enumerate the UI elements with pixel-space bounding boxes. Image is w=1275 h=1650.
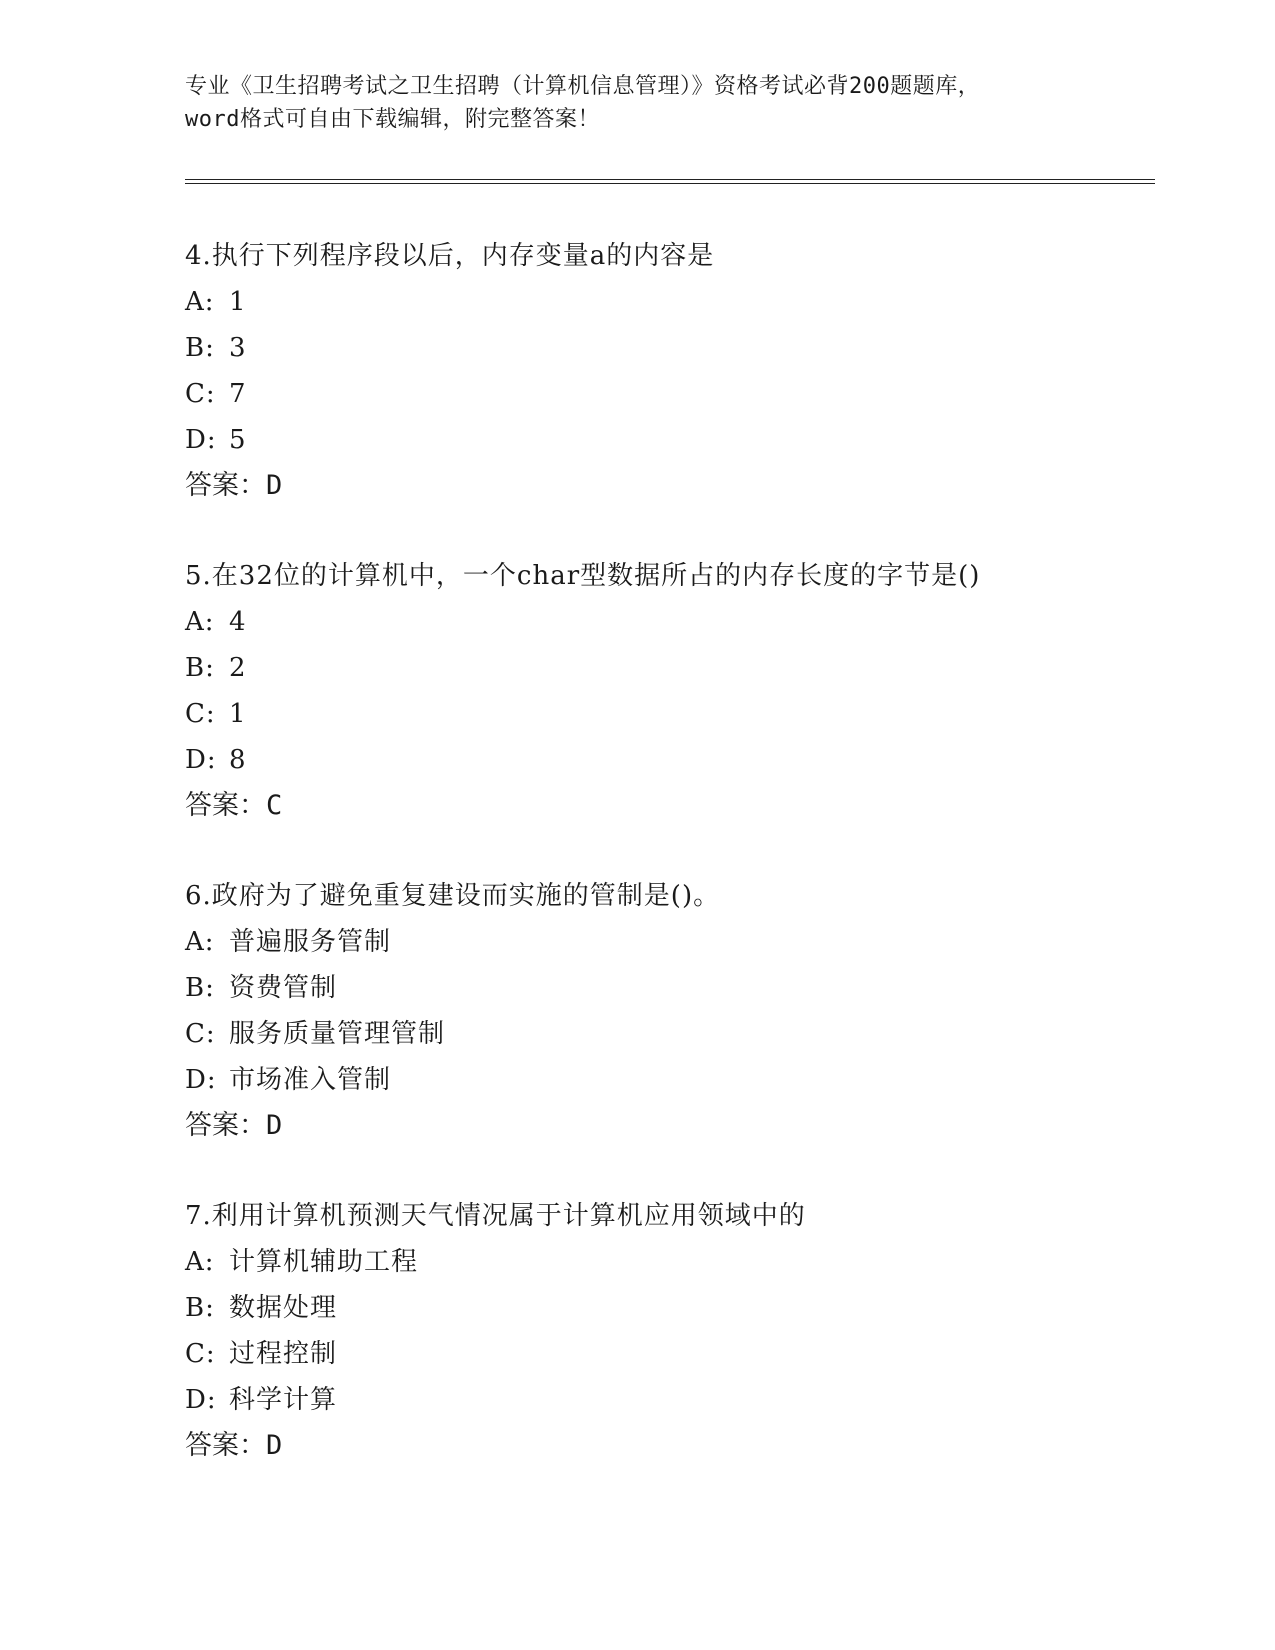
option-letter: D: [185,745,217,775]
question-7 [185,1193,1145,1513]
option-letter: B: [185,973,215,1003]
question-title: 5.在32位的计算机中，一个char型数据所占的内存长度的字节是() [185,561,981,591]
option-d [185,417,1145,463]
question-6 [185,873,1145,1193]
option-letter: C: [185,699,216,729]
option-text: 普遍服务管制 [229,927,392,957]
option-text: 2 [229,653,247,683]
option-text: 计算机辅助工程 [229,1247,419,1277]
option-text: 4 [229,607,247,637]
option-d [185,1377,1145,1423]
option-text: 5 [229,425,247,455]
option-letter: B: [185,1293,215,1323]
question-4 [185,233,1145,553]
option-letter: A: [185,607,215,637]
document-header [185,70,1085,136]
option-text: 3 [229,333,247,363]
option-letter: A: [185,1247,215,1277]
answer-line: 答案：D [185,1110,283,1141]
option-c [185,371,1145,417]
option-letter: C: [185,1019,216,1049]
answer-line: 答案：D [185,1430,283,1461]
option-letter: A: [185,927,215,957]
option-text: 数据处理 [229,1293,338,1323]
option-a [185,919,1145,965]
option-d [185,737,1145,783]
question-title: 6.政府为了避免重复建设而实施的管制是()。 [185,881,721,911]
question-title: 7.利用计算机预测天气情况属于计算机应用领域中的 [185,1201,806,1231]
option-b [185,965,1145,1011]
option-text: 市场准入管制 [229,1065,392,1095]
option-letter: A: [185,287,215,317]
option-text: 1 [229,287,247,317]
option-text: 科学计算 [229,1385,338,1415]
question-5 [185,553,1145,873]
option-letter: B: [185,333,215,363]
option-a [185,1239,1145,1285]
option-a [185,599,1145,645]
option-letter: B: [185,653,215,683]
option-letter: C: [185,1339,216,1369]
option-c [185,1011,1145,1057]
question-title: 4.执行下列程序段以后，内存变量a的内容是 [185,241,715,271]
header-line-1: 专业《卫生招聘考试之卫生招聘（计算机信息管理）》资格考试必背200题题库， [185,74,981,99]
option-b [185,1285,1145,1331]
option-letter: C: [185,379,216,409]
option-letter: D: [185,1385,217,1415]
answer-line: 答案：C [185,790,283,821]
option-c [185,1331,1145,1377]
option-text: 8 [229,745,247,775]
question-list [185,233,1145,1513]
option-d [185,1057,1145,1103]
option-b [185,645,1145,691]
header-divider-top [185,179,1155,180]
option-a [185,279,1145,325]
option-text: 7 [229,379,247,409]
header-line-2: word格式可自由下载编辑，附完整答案！ [185,107,600,132]
option-text: 过程控制 [229,1339,338,1369]
option-c [185,691,1145,737]
option-text: 服务质量管理管制 [229,1019,446,1049]
option-letter: D: [185,425,217,455]
header-divider-bottom [185,183,1155,184]
option-text: 1 [229,699,247,729]
answer-line: 答案：D [185,470,283,501]
option-b [185,325,1145,371]
option-letter: D: [185,1065,217,1095]
option-text: 资费管制 [229,973,338,1003]
